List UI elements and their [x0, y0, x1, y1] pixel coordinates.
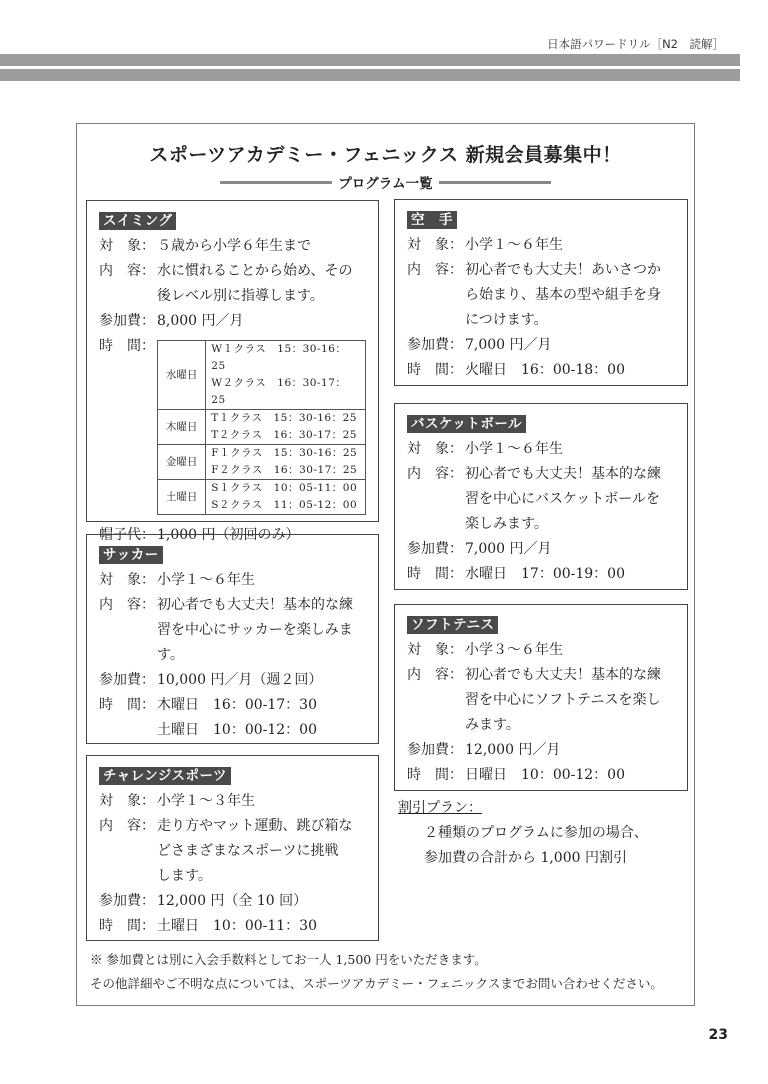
time-value: 土曜日 10：00-11：30	[157, 918, 317, 934]
content-line: ら始まり、基本の型や組手を身	[465, 287, 661, 303]
content-line: 習を中心にソフトテニスを楽し	[465, 692, 661, 708]
target-value: ５歳から小学６年生まで	[157, 238, 311, 254]
content-label: 内 容：	[99, 597, 155, 613]
program-tag: チャレンジスポーツ	[99, 767, 231, 785]
content-line: 走り方やマット運動、跳び箱な	[157, 818, 353, 834]
content-line: みます。	[465, 717, 520, 733]
content-line: す。	[157, 647, 184, 663]
content-line: 初心者でも大丈夫！基本的な練	[157, 597, 353, 613]
schedule-day: 金曜日	[158, 445, 206, 480]
schedule-classes	[206, 480, 366, 515]
footnotes	[90, 948, 663, 996]
content-line: につけます。	[465, 312, 548, 328]
schedule-classes	[206, 410, 366, 445]
discount-heading: 割引プラン：	[398, 800, 482, 816]
page-number: 23	[708, 1027, 728, 1043]
time-label: 時 間：	[407, 767, 463, 783]
swimming-schedule-table	[157, 340, 366, 515]
time-value: 土曜日 10：00-12：00	[157, 722, 317, 738]
content-label: 内 容：	[99, 818, 155, 834]
header-band-bottom	[0, 69, 740, 81]
program-list-heading	[76, 172, 695, 192]
flyer-title: スポーツアカデミー・フェニックス 新規会員募集中！	[149, 144, 622, 166]
heading-rule-left	[220, 181, 332, 184]
target-label: 対 象：	[99, 793, 155, 809]
content-line: 楽しみます。	[465, 516, 548, 532]
program-tag: スイミング	[99, 212, 176, 230]
schedule-row	[158, 445, 366, 480]
program-challenge-sports	[86, 755, 379, 941]
fee-label: 参加費：	[407, 337, 463, 353]
schedule-classes	[206, 341, 366, 410]
content-line: どさまざまなスポーツに挑戦	[157, 843, 339, 859]
time-label: 時 間：	[99, 918, 155, 934]
class-time: S２クラス 11：05-12：00	[211, 499, 358, 511]
target-value: 小学３～６年生	[465, 642, 563, 658]
content-line: 初心者でも大丈夫！基本的な練	[465, 667, 661, 683]
content-line: します。	[157, 868, 212, 884]
class-time: W１クラス 15：30-16：25	[211, 343, 347, 372]
program-soft-tennis	[394, 604, 688, 791]
content-line: 習を中心にサッカーを楽しみま	[157, 622, 353, 638]
discount-plan	[398, 796, 648, 871]
program-tag: サッカー	[99, 546, 163, 564]
target-value: 小学１～６年生	[157, 572, 255, 588]
content-line: 初心者でも大丈夫！あいさつか	[465, 262, 661, 278]
content-line: 水に慣れることから始め、その	[157, 263, 353, 279]
header-band-top	[0, 54, 740, 66]
discount-line: ２種類のプログラムに参加の場合、	[424, 825, 648, 841]
target-label: 対 象：	[407, 237, 463, 253]
time-value: 日曜日 10：00-12：00	[465, 767, 625, 783]
fee-note: ※ 参加費とは別に入会手数料としてお一人 1,500 円をいただきます。	[90, 952, 487, 967]
content-label: 内 容：	[407, 262, 463, 278]
schedule-row	[158, 480, 366, 515]
fee-label: 参加費：	[99, 313, 155, 329]
time-label: 時 間：	[407, 362, 463, 378]
target-label: 対 象：	[99, 572, 155, 588]
contact-note: その他詳細やご不明な点については、スポーツアカデミー・フェニックスまでお問い合わせください。	[90, 976, 663, 991]
fee-label: 参加費：	[407, 541, 463, 557]
time-value: 木曜日 16：00-17：30	[157, 697, 317, 713]
fee-value: 7,000 円／月	[465, 337, 552, 353]
target-label: 対 象：	[407, 642, 463, 658]
fee-value: 7,000 円／月	[465, 541, 552, 557]
time-value: 火曜日 16：00-18：00	[465, 362, 625, 378]
discount-line: 参加費の合計から 1,000 円割引	[424, 850, 627, 866]
target-label: 対 象：	[99, 238, 155, 254]
schedule-row	[158, 410, 366, 445]
target-value: 小学１～３年生	[157, 793, 255, 809]
content-line: 初心者でも大丈夫！基本的な練	[465, 466, 661, 482]
schedule-day: 水曜日	[158, 341, 206, 410]
class-time: S１クラス 10：05-11：00	[211, 482, 358, 494]
fee-label: 参加費：	[99, 893, 155, 909]
program-basketball	[394, 403, 688, 590]
schedule-day: 木曜日	[158, 410, 206, 445]
fee-value: 8,000 円／月	[157, 313, 244, 329]
target-label: 対 象：	[407, 441, 463, 457]
content-label: 内 容：	[407, 667, 463, 683]
time-label: 時 間：	[99, 697, 155, 713]
target-value: 小学１～６年生	[465, 441, 563, 457]
content-label: 内 容：	[407, 466, 463, 482]
class-time: F１クラス 15：30-16：25	[211, 447, 358, 459]
schedule-classes	[206, 445, 366, 480]
fee-value: 10,000 円／月（週２回）	[157, 672, 323, 688]
content-line: 習を中心にバスケットボールを	[465, 491, 661, 507]
cap-label: 帽子代：	[99, 527, 155, 543]
program-karate	[394, 199, 688, 386]
fee-label: 参加費：	[407, 742, 463, 758]
heading-rule-right	[439, 181, 551, 184]
fee-value: 12,000 円（全 10 回）	[157, 893, 308, 909]
target-value: 小学１～６年生	[465, 237, 563, 253]
cap-value: 1,000 円（初回のみ）	[157, 527, 300, 543]
time-label: 時 間：	[99, 338, 155, 354]
schedule-day: 土曜日	[158, 480, 206, 515]
program-tag: 空 手	[407, 211, 457, 229]
program-list-label: プログラム一覧	[338, 176, 433, 192]
content-line: 後レベル別に指導します。	[157, 288, 324, 304]
fee-label: 参加費：	[99, 672, 155, 688]
program-swimming	[86, 200, 379, 543]
time-value: 水曜日 17：00-19：00	[465, 566, 625, 582]
time-label: 時 間：	[407, 566, 463, 582]
program-tag: バスケットボール	[407, 415, 526, 433]
program-tag: ソフトテニス	[407, 616, 498, 634]
class-time: W２クラス 16：30-17：25	[211, 377, 347, 406]
class-time: T１クラス 15：30-16：25	[211, 412, 357, 424]
class-time: T２クラス 16：30-17：25	[211, 429, 357, 441]
program-soccer	[86, 534, 379, 744]
schedule-row	[158, 341, 366, 410]
class-time: F２クラス 16：30-17：25	[211, 464, 358, 476]
content-label: 内 容：	[99, 263, 155, 279]
fee-value: 12,000 円／月	[465, 742, 561, 758]
header-label: 日本語パワードリル［N2 読解］	[547, 37, 724, 51]
